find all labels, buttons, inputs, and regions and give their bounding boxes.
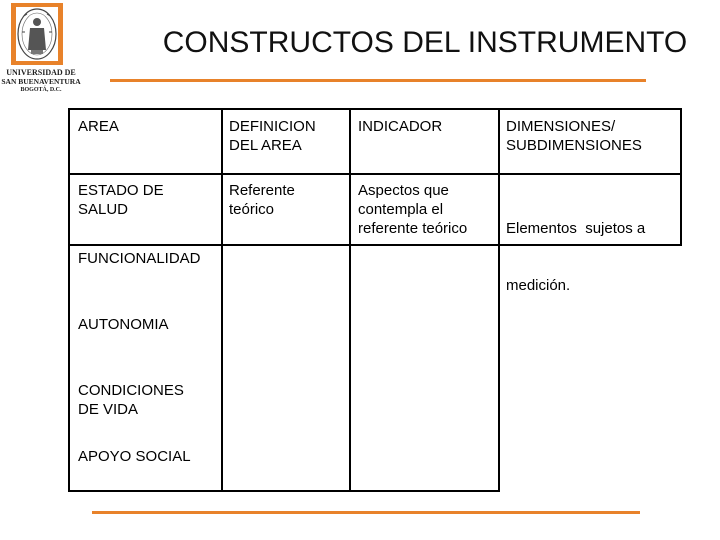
table-col-divider-1 (221, 108, 223, 492)
constructs-table (68, 108, 682, 492)
logo-name-line2: SAN BUENAVENTURA (1, 77, 81, 86)
area-condiciones-line2: DE VIDA (78, 401, 139, 418)
indicador-line1: Aspectos que (358, 182, 449, 199)
header-dimensiones (506, 117, 642, 155)
row-estado-salud-definicion (229, 181, 295, 219)
header-definicion-line2: DEL AREA (229, 137, 302, 154)
area-condiciones-vida (78, 381, 184, 419)
title-underline (110, 79, 646, 82)
header-definicion (229, 117, 316, 155)
slide-title: CONSTRUCTOS DEL INSTRUMENTO (162, 26, 688, 59)
indicador-line3: referente teórico (358, 220, 468, 237)
row-estado-salud-area (78, 181, 164, 219)
definicion-line1: Referente (229, 182, 295, 199)
definicion-line2: teórico (229, 201, 275, 218)
table-header-divider (68, 173, 682, 175)
table-border-top (68, 108, 682, 110)
table-border-left (68, 108, 70, 492)
table-border-right (680, 108, 682, 244)
area-estado-salud-line1: ESTADO DE (78, 182, 164, 199)
header-dimensiones-line2: SUBDIMENSIONES (506, 137, 642, 154)
header-dimensiones-line1: DIMENSIONES/ (506, 118, 616, 135)
row-estado-salud-dimensiones (506, 181, 645, 333)
table-col-divider-3 (498, 108, 500, 492)
header-area-text: AREA (78, 118, 119, 135)
row-estado-salud-indicador (358, 181, 467, 238)
header-definicion-line1: DEFINICION (229, 118, 316, 135)
dimensiones-line2: medición. (506, 277, 571, 294)
indicador-line2: contempla el (358, 201, 444, 218)
university-logo (0, 0, 82, 100)
area-estado-salud-line2: SALUD (78, 201, 129, 218)
footer-rule (92, 511, 640, 514)
table-border-bottom (68, 490, 498, 492)
header-indicador (358, 117, 442, 136)
area-autonomia: AUTONOMIA (78, 316, 169, 333)
dimensiones-line1: Elementos sujetos a (506, 220, 646, 237)
header-indicador-text: INDICADOR (358, 118, 443, 135)
area-apoyo-social: APOYO SOCIAL (78, 448, 191, 465)
area-funcionalidad: FUNCIONALIDAD (78, 250, 201, 267)
logo-name-line1: UNIVERSIDAD DE (6, 68, 76, 77)
area-condiciones-line1: CONDICIONES (78, 382, 184, 399)
logo-city: BOGOTÁ, D.C. (20, 87, 62, 93)
table-col-divider-2 (349, 108, 351, 492)
university-crest-icon (10, 2, 64, 66)
header-area (78, 117, 119, 136)
